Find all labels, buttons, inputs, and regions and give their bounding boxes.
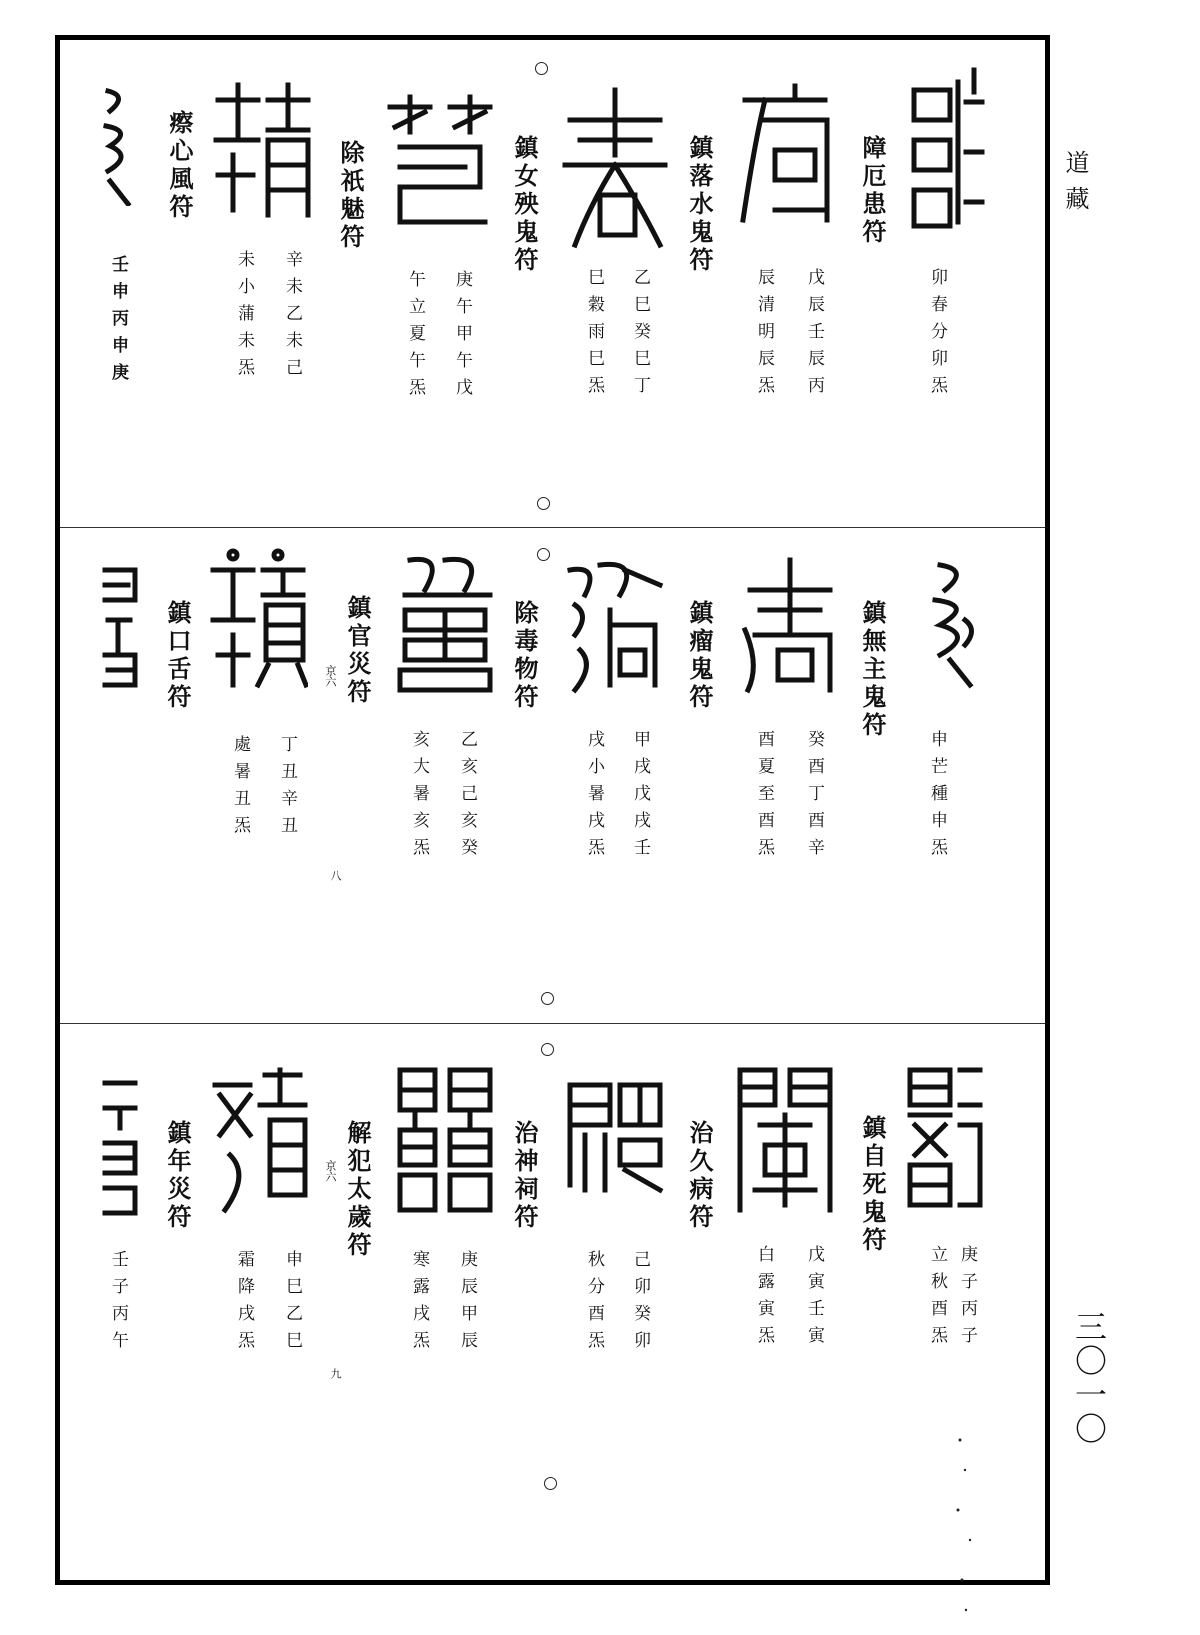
edition-note: 京六 — [324, 665, 337, 687]
talisman-glyph — [395, 550, 495, 695]
date-line: 卯春分卯炁 — [927, 268, 947, 403]
date-line: 申巳乙巳 — [282, 1250, 302, 1358]
talisman-glyph — [565, 1065, 665, 1195]
talisman-glyph — [560, 85, 670, 255]
talisman-glyph — [395, 1065, 495, 1215]
date-line: 辛未乙未己 — [282, 250, 302, 385]
date-line: 申芒種申炁 — [927, 730, 947, 865]
date-line: 乙巳癸巳丁 — [630, 268, 650, 403]
talisman-name: 解犯太歲符 — [343, 1120, 372, 1260]
talisman-glyph — [210, 1065, 310, 1215]
talisman-name: 鎮瘤鬼符 — [685, 600, 714, 712]
page-marker: 九 — [329, 1368, 342, 1379]
binding-hole — [537, 548, 550, 561]
date-line: 戊辰壬辰丙 — [804, 268, 824, 403]
talisman-name: 鎮女殃鬼符 — [510, 135, 539, 275]
date-line: 戊寅壬寅 — [804, 1245, 824, 1353]
band-divider — [60, 527, 1045, 528]
talisman-glyph — [100, 560, 140, 690]
page-marker: 八 — [329, 870, 342, 881]
talisman-glyph — [908, 62, 988, 232]
talisman-name: 鎮年災符 — [163, 1120, 192, 1232]
date-line: 立秋酉炁 — [927, 1245, 947, 1353]
talisman-glyph — [560, 555, 665, 695]
binding-hole — [535, 62, 548, 75]
talisman-glyph — [208, 80, 318, 220]
date-line: 亥大暑亥炁 — [409, 730, 429, 865]
page-number: 三〇一〇 — [1070, 1310, 1108, 1446]
date-line: 巳穀雨巳炁 — [584, 268, 604, 403]
date-line: 癸酉丁酉辛 — [804, 730, 824, 865]
date-line: 己卯癸卯 — [630, 1250, 650, 1358]
scan-specks — [940, 1420, 1000, 1620]
talisman-glyph — [380, 92, 500, 232]
band-divider — [60, 1023, 1045, 1024]
date-line: 乙亥己亥癸 — [457, 730, 477, 865]
date-line: 庚辰甲辰 — [457, 1250, 477, 1358]
date-line: 壬子丙午 — [108, 1250, 128, 1358]
date-line: 戌小暑戌炁 — [584, 730, 604, 865]
talisman-glyph — [905, 1065, 985, 1215]
date-line: 處暑丑炁 — [230, 735, 250, 843]
date-line: 白露寅炁 — [754, 1245, 774, 1353]
binding-hole — [541, 1043, 554, 1056]
date-line: 霜降戌炁 — [234, 1250, 254, 1358]
date-line: 庚子丙子 — [957, 1245, 977, 1353]
talisman-glyph — [100, 1068, 145, 1218]
date-line: 午立夏午炁 — [405, 270, 425, 405]
date-line: 丁丑辛丑 — [277, 735, 297, 843]
talisman-name: 治神祠符 — [510, 1120, 539, 1232]
talisman-glyph — [735, 1065, 835, 1215]
date-line: 甲戌戊戌壬 — [630, 730, 650, 865]
talisman-glyph — [208, 545, 308, 690]
talisman-name: 鎮官災符 — [343, 595, 372, 707]
date-line: 辰清明辰炁 — [754, 268, 774, 403]
binding-hole — [544, 1477, 557, 1490]
date-line: 秋分酉炁 — [584, 1250, 604, 1358]
talisman-name: 除祇魅符 — [336, 140, 365, 252]
date-line: 酉夏至酉炁 — [754, 730, 774, 865]
edition-note: 京六 — [324, 1160, 337, 1182]
date-line: 庚午甲午戊 — [452, 270, 472, 405]
talisman-name: 障厄患符 — [858, 135, 887, 247]
talisman-glyph — [920, 560, 980, 690]
page-frame — [55, 35, 1050, 1585]
talisman-name: 鎮口舌符 — [163, 600, 192, 712]
talisman-glyph — [98, 86, 138, 206]
talisman-name: 治久病符 — [685, 1120, 714, 1232]
binding-hole — [541, 992, 554, 1005]
binding-hole — [537, 497, 550, 510]
talisman-glyph — [740, 555, 840, 695]
talisman-name: 鎮無主鬼符 — [858, 600, 887, 740]
talisman-name: 鎮落水鬼符 — [685, 135, 714, 275]
talisman-glyph — [735, 80, 835, 230]
date-line: 未小蒲未炁 — [234, 250, 254, 385]
talisman-name: 鎮自死鬼符 — [858, 1115, 887, 1255]
date-line: 寒露戌炁 — [409, 1250, 429, 1358]
talisman-name: 瘵心風符 — [165, 110, 194, 222]
margin-title: 道藏 — [1061, 150, 1089, 222]
talisman-name: 除毒物符 — [510, 600, 539, 712]
date-line: 壬申丙申庚 — [108, 255, 128, 390]
